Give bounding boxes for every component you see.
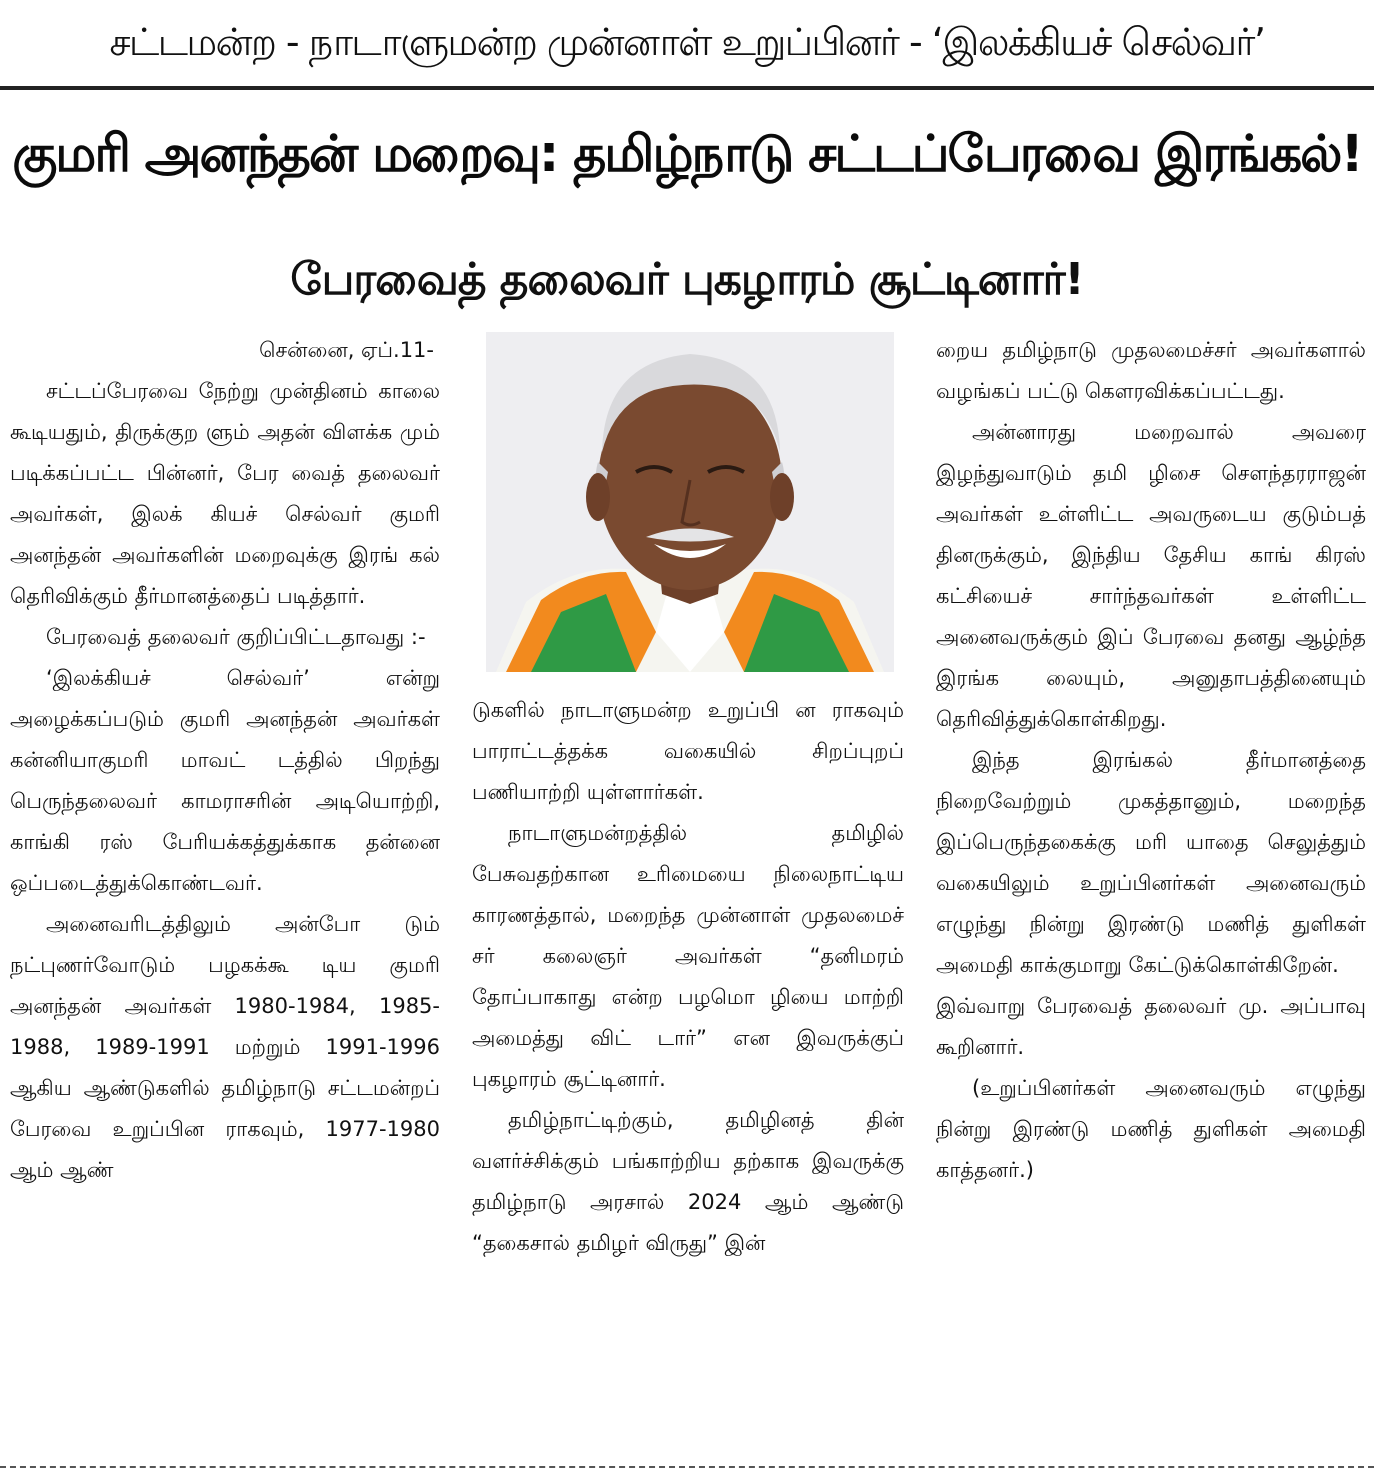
left-paragraph-4: அனைவரிடத்திலும் அன்போ டும் நட்புணர்வோடும் பழகக்கூ டிய குமரி அனந்தன் அவர்கள் 1980-1984, 1985-1988, 1989-1991 மற்றும் 1991-1996 ஆகிய ஆண்டுகளில் தமிழ்நாடு சட்டமன்றப் பேரவை உறுப்பின ராகவும், 1977-1980 ஆம் ஆண் bbox=[10, 912, 440, 1182]
left-paragraph-2: பேரவைத் தலைவர் குறிப்பிட்டதாவது :- bbox=[46, 625, 426, 649]
left-paragraph-3: ‘இலக்கியச் செல்வர்’ என்று அழைக்கப்படும் குமரி அனந்தன் அவர்கள் கன்னியாகுமரி மாவட் டத்தில் பிறந்து பெருந்தலைவர் காமராசரின் அடியொற்றி, காங்கி ரஸ் பேரியக்கத்துக்காக தன்னை ஒப்படைத்துக்கொண்டவர். bbox=[10, 666, 440, 895]
article-column-right bbox=[936, 330, 1366, 1460]
middle-paragraph-1: டுகளில் நாடாளுமன்ற உறுப்பி ன ராகவும் பாராட்டத்தக்க வகையில் சிறப்புறப் பணியாற்றி யுள்ளார்கள். bbox=[472, 698, 904, 804]
article-column-left bbox=[10, 330, 440, 1460]
right-paragraph-5: (உறுப்பினர்கள் அனைவரும் எழுந்து நின்று இரண்டு மணித் துளிகள் அமைதி காத்தனர்.) bbox=[936, 1076, 1366, 1182]
article-headline: குமரி அனந்தன் மறைவு: தமிழ்நாடு சட்டப்பேரவை இரங்கல்! bbox=[12, 125, 1362, 184]
article-dateline: சென்னை, ஏப்.11- bbox=[259, 338, 434, 362]
bottom-divider bbox=[0, 1466, 1374, 1468]
right-paragraph-3: இந்த இரங்கல் தீர்மானத்தை நிறைவேற்றும் முகத்தானும், மறைந்த இப்பெருந்தகைக்கு மரி யாதை செலுத்தும் வகையிலும் உறுப்பினர்கள் அனைவரும் எழுந்து நின்று இரண்டு மணித் துளிகள் அமைதி காக்குமாறு கேட்டுக்கொள்கிறேன். bbox=[936, 748, 1366, 977]
right-paragraph-1: றைய தமிழ்நாடு முதலமைச்சர் அவர்களால் வழங்கப் பட்டு கௌரவிக்கப்பட்டது. bbox=[936, 338, 1366, 403]
left-paragraph-1: சட்டப்பேரவை நேற்று முன்தினம் காலை கூடியதும், திருக்குற ளும் அதன் விளக்க மும் படிக்கப்பட்ட பின்னர், பேர வைத் தலைவர் அவர்கள், இலக் கியச் செல்வர் குமரி அனந்தன் அவர்களின் மறைவுக்கு இரங் கல் தெரிவிக்கும் தீர்மானத்தைப் படித்தார். bbox=[10, 379, 440, 608]
portrait-photo bbox=[486, 332, 894, 672]
middle-paragraph-2: நாடாளுமன்றத்தில் தமிழில் பேசுவதற்கான உரிமையை நிலைநாட்டிய காரணத்தால், மறைந்த முன்னாள் முதலமைச் சர் கலைஞர் அவர்கள் “தனிமரம் தோப்பாகாது என்ற பழமொ ழியை மாற்றி அமைத்து விட் டார்” என இவருக்குப் புகழாரம் சூட்டினார். bbox=[472, 821, 904, 1091]
article-kicker: சட்டமன்ற - நாடாளுமன்ற முன்னாள் உறுப்பினர் - ‘இலக்கியச் செல்வர்’ bbox=[0, 0, 1374, 90]
article-subheadline: பேரவைத் தலைவர் புகழாரம் சூட்டினார்! bbox=[290, 254, 1084, 305]
article-column-middle bbox=[472, 690, 904, 1460]
middle-paragraph-3: தமிழ்நாட்டிற்கும், தமிழினத் தின் வளர்ச்சிக்கும் பங்காற்றிய தற்காக இவருக்கு தமிழ்நாடு அரசால் 2024 ஆம் ஆண்டு “தகைசால் தமிழர் விருது” இன் bbox=[472, 1108, 904, 1255]
right-paragraph-2: அன்னாரது மறைவால் அவரை இழந்துவாடும் தமி ழிசை சௌந்தரராஜன் அவர்கள் உள்ளிட்ட அவருடைய குடும்பத் தினருக்கும், இந்திய தேசிய காங் கிரஸ் கட்சியைச் சார்ந்தவர்கள் உள்ளிட்ட அனைவருக்கும் இப் பேரவை தனது ஆழ்ந்த இரங்க லையும், அனுதாபத்தினையும் தெரிவித்துக்கொள்கிறது. bbox=[936, 420, 1366, 731]
right-paragraph-4: இவ்வாறு பேரவைத் தலைவர் மு. அப்பாவு கூறினார். bbox=[936, 994, 1366, 1059]
